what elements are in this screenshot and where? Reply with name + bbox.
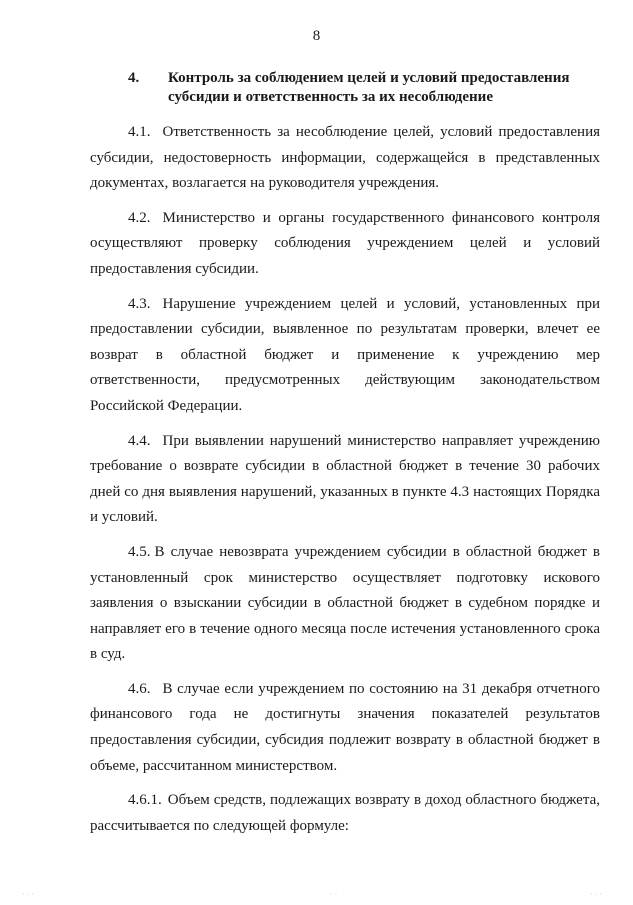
scan-mark: · · — [330, 890, 338, 899]
paragraph-text: Министерство и органы государственного финансового контроля осуществляют проверку соблюдения учреждением целей и условий предоставления субсидии. — [90, 209, 600, 277]
section-title: Контроль за соблюдением целей и условий предоставления субсидии и ответственность за их несоблюдение — [168, 70, 570, 105]
paragraph-number: 4.5. — [128, 543, 151, 560]
paragraph-text: В случае невозврата учреждением субсидии в областной бюджет в установленный срок министерство осуществляет подготовку искового заявления о взыскании субсидии в областной бюджет в судебном порядке и направляет его в течение одного месяца после истечения установленного срока в суд. — [90, 543, 600, 663]
paragraph-number: 4.6.1. — [128, 792, 162, 809]
paragraph-text: Нарушение учреждением целей и условий, установленных при предоставлении субсидии, выявленное по результатам проверки, влечет ее возврат в областной бюджет и применение к учреждению мер ответственности, предусмотренных действующим законодательством Российской Федерации. — [90, 295, 600, 414]
paragraph-4-2 — [90, 206, 600, 283]
paragraph-4-6 — [90, 677, 600, 779]
paragraph-4-3 — [90, 292, 600, 420]
section-number: 4. — [128, 70, 140, 86]
paragraph-4-5 — [90, 540, 600, 668]
paragraph-4-6-1 — [90, 788, 600, 839]
scan-mark: · · · — [22, 890, 34, 899]
paragraph-number: 4.1. — [128, 124, 151, 140]
paragraph-text: Объем средств, подлежащих возврату в доход областного бюджета, рассчитывается по следующей формуле: — [90, 792, 600, 834]
paragraph-4-4 — [90, 429, 600, 531]
page-number: 8 — [312, 28, 321, 44]
paragraph-text: Ответственность за несоблюдение целей, условий предоставления субсидии, недостоверность информации, содержащейся в представленных документах, возлагается на руководителя учреждения. — [90, 124, 600, 192]
paragraph-4-1 — [90, 120, 600, 197]
paragraph-number: 4.4. — [128, 432, 151, 449]
paragraph-text: В случае если учреждением по состоянию на 31 декабря отчетного финансового года не достигнуты значения показателей результатов предоставления субсидии, субсидия подлежит возврату в областной бюджет в объеме, рассчитанном министерством. — [90, 680, 600, 774]
scan-margin-marks — [0, 889, 633, 899]
paragraph-number: 4.3. — [128, 295, 151, 312]
document-body — [90, 120, 600, 848]
paragraph-number: 4.2. — [128, 209, 151, 226]
paragraph-text: При выявлении нарушений министерство направляет учреждению требование о возврате субсидии в областной бюджет в течение 30 рабочих дней со дня выявления нарушений, указанных в пункте 4.3 настоящих Порядка и условий. — [90, 432, 600, 526]
paragraph-number: 4.6. — [128, 680, 151, 697]
scan-mark: · · · — [590, 890, 602, 899]
